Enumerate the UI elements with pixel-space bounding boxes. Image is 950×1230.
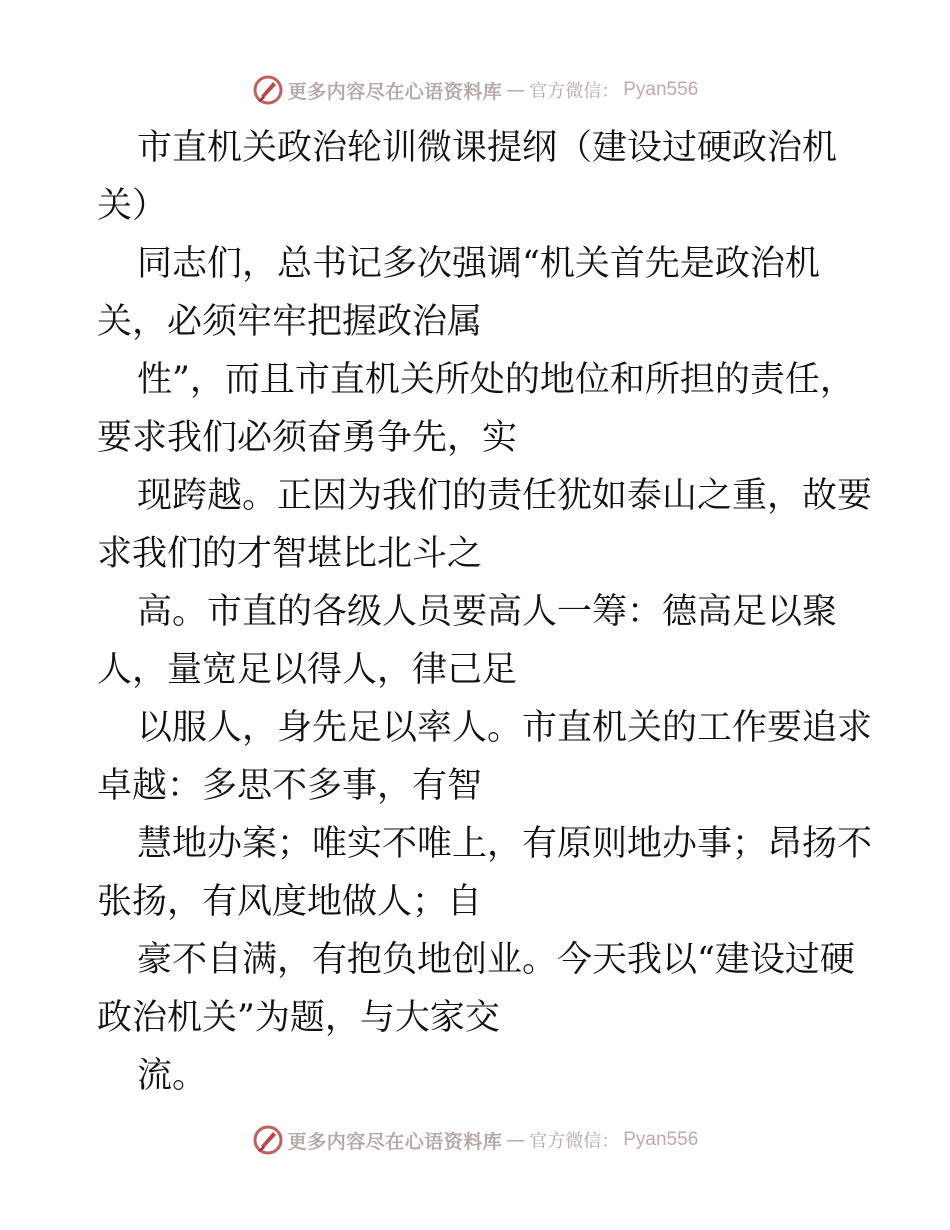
watermark-wechat-label: 官方微信： [529, 1131, 620, 1152]
doc-title-line-1: 市直机关政治轮训微课提纲（建设过硬政治机 [137, 128, 838, 168]
doc-line: 慧地办案；唯实不唯上，有原则地办事；昂扬不 [137, 824, 873, 864]
watermark-main-text: 更多内容尽在心语资料库 [287, 1130, 503, 1153]
doc-line: 以服人，身先足以率人。市直机关的工作要追求 [137, 708, 873, 748]
doc-line: 张扬，有风度地做人；自 [97, 882, 483, 922]
brush-logo-icon [252, 74, 284, 106]
watermark-wechat-id: Pyan556 [623, 1129, 699, 1150]
watermark-wechat-label: 官方微信： [529, 81, 620, 102]
header-watermark [0, 70, 950, 110]
doc-line: 高。市直的各级人员要高人一筹：德高足以聚 [137, 592, 838, 632]
watermark-dash: — [506, 79, 526, 101]
watermark-dash: — [506, 1129, 526, 1151]
watermark-main-text: 更多内容尽在心语资料库 [287, 80, 503, 103]
doc-line: 性”，而且市直机关所处的地位和所担的责任， [137, 360, 855, 400]
doc-title-line-2: 关） [97, 186, 168, 226]
doc-line: 政治机关”为题，与大家交 [97, 998, 500, 1038]
doc-line: 求我们的才智堪比北斗之 [97, 534, 483, 574]
doc-line: 流。 [137, 1056, 208, 1096]
doc-line: 卓越：多思不多事，有智 [97, 766, 483, 806]
doc-line: 要求我们必须奋勇争先，实 [97, 418, 518, 458]
watermark-wechat-id: Pyan556 [623, 79, 699, 100]
doc-line: 豪不自满，有抱负地创业。今天我以“建设过硬 [137, 940, 855, 980]
doc-line: 人，量宽足以得人，律己足 [97, 650, 518, 690]
doc-line: 现跨越。正因为我们的责任犹如泰山之重，故要 [137, 476, 873, 516]
footer-watermark [0, 1120, 950, 1160]
doc-line: 关，必须牢牢把握政治属 [97, 302, 483, 342]
brush-logo-icon [252, 1124, 284, 1156]
doc-line: 同志们，总书记多次强调“机关首先是政治机 [137, 244, 820, 284]
